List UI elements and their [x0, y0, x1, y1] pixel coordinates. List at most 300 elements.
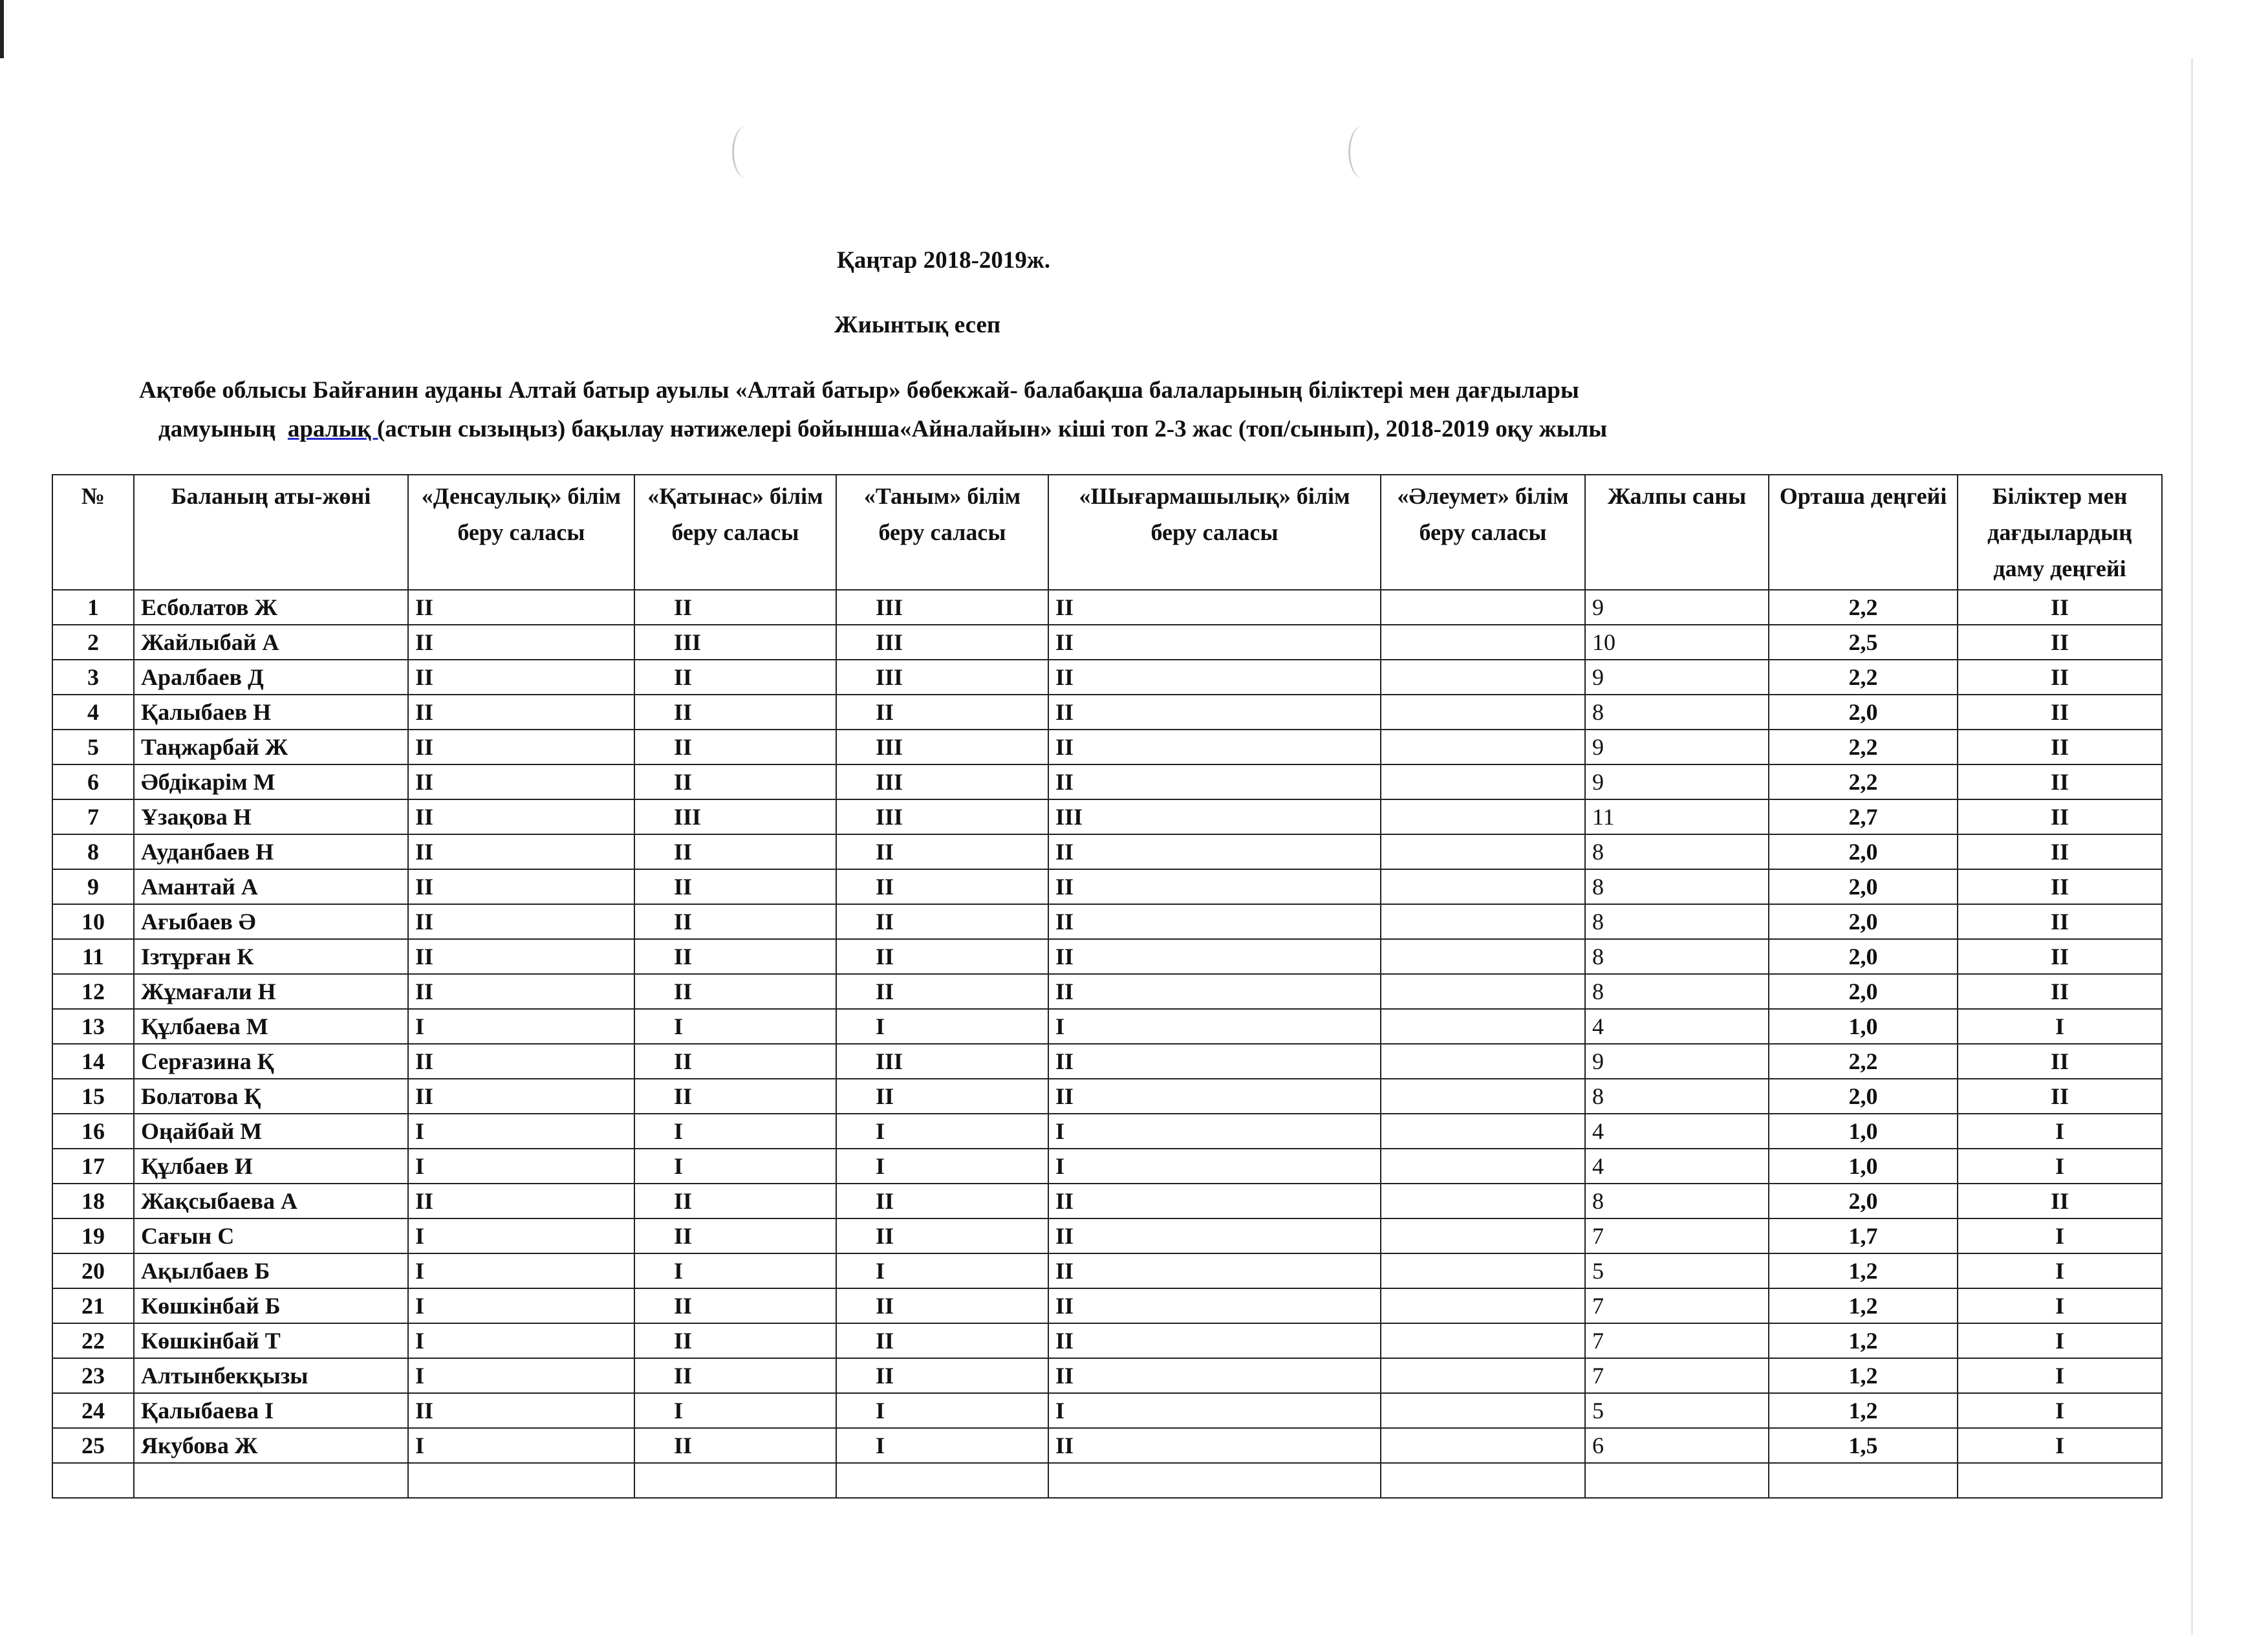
- cell-total: 7: [1585, 1323, 1769, 1358]
- cell-average: 2,0: [1769, 1184, 1958, 1218]
- table-body: [52, 590, 2162, 1498]
- cell-tanym: II: [836, 939, 1048, 974]
- cell-number: 2: [52, 625, 134, 660]
- cell-aleumet: [1381, 764, 1585, 799]
- cell-average: 1,2: [1769, 1393, 1958, 1428]
- cell-total: 5: [1585, 1253, 1769, 1288]
- cell-tanym: II: [836, 695, 1048, 730]
- col-header-average: Орташа деңгейі: [1769, 475, 1958, 590]
- cell-katynas: II: [634, 1218, 836, 1253]
- cell-total: 10: [1585, 625, 1769, 660]
- cell-name: Ұзақова Н: [134, 799, 408, 834]
- cell-katynas: I: [634, 1114, 836, 1149]
- cell-densaulyk: I: [408, 1428, 634, 1463]
- cell-name: Аралбаев Д: [134, 660, 408, 695]
- empty-cell: [1769, 1463, 1958, 1498]
- cell-name: Құлбаева М: [134, 1009, 408, 1044]
- table-header-row: [52, 475, 2162, 590]
- cell-aleumet: [1381, 1393, 1585, 1428]
- cell-tanym: II: [836, 904, 1048, 939]
- results-table: [52, 474, 2163, 1499]
- cell-shygarmashylyk: II: [1048, 904, 1381, 939]
- report-title: Жиынтық есеп: [834, 312, 1001, 338]
- cell-katynas: I: [634, 1253, 836, 1288]
- table-row: [52, 660, 2162, 695]
- cell-name: Жақсыбаева А: [134, 1184, 408, 1218]
- cell-aleumet: [1381, 1428, 1585, 1463]
- cell-aleumet: [1381, 834, 1585, 869]
- cell-tanym: II: [836, 1184, 1048, 1218]
- cell-shygarmashylyk: III: [1048, 799, 1381, 834]
- cell-total: 8: [1585, 1184, 1769, 1218]
- cell-aleumet: [1381, 939, 1585, 974]
- cell-level: II: [1958, 695, 2162, 730]
- cell-name: Таңжарбай Ж: [134, 730, 408, 764]
- cell-shygarmashylyk: II: [1048, 1079, 1381, 1114]
- cell-katynas: II: [634, 1288, 836, 1323]
- cell-shygarmashylyk: II: [1048, 1044, 1381, 1079]
- cell-number: 18: [52, 1184, 134, 1218]
- cell-number: 16: [52, 1114, 134, 1149]
- cell-level: I: [1958, 1009, 2162, 1044]
- cell-densaulyk: II: [408, 730, 634, 764]
- cell-average: 2,2: [1769, 1044, 1958, 1079]
- table-row: [52, 1009, 2162, 1044]
- cell-katynas: II: [634, 974, 836, 1009]
- cell-shygarmashylyk: II: [1048, 1428, 1381, 1463]
- cell-name: Ағыбаев Ә: [134, 904, 408, 939]
- cell-tanym: III: [836, 799, 1048, 834]
- cell-tanym: II: [836, 974, 1048, 1009]
- cell-katynas: I: [634, 1149, 836, 1184]
- cell-aleumet: [1381, 1323, 1585, 1358]
- cell-densaulyk: II: [408, 869, 634, 904]
- cell-name: Әбдікарім М: [134, 764, 408, 799]
- cell-katynas: II: [634, 590, 836, 625]
- cell-name: Якубова Ж: [134, 1428, 408, 1463]
- cell-tanym: III: [836, 590, 1048, 625]
- cell-level: II: [1958, 625, 2162, 660]
- cell-shygarmashylyk: II: [1048, 869, 1381, 904]
- empty-cell: [1958, 1463, 2162, 1498]
- cell-shygarmashylyk: II: [1048, 1253, 1381, 1288]
- cell-average: 1,2: [1769, 1288, 1958, 1323]
- cell-katynas: I: [634, 1009, 836, 1044]
- punch-hole-mark-left: [732, 126, 760, 178]
- cell-aleumet: [1381, 695, 1585, 730]
- cell-shygarmashylyk: I: [1048, 1009, 1381, 1044]
- table-row: [52, 1253, 2162, 1288]
- cell-katynas: II: [634, 939, 836, 974]
- cell-level: II: [1958, 834, 2162, 869]
- description-line-2: [158, 417, 1607, 441]
- cell-densaulyk: II: [408, 1184, 634, 1218]
- cell-densaulyk: I: [408, 1114, 634, 1149]
- cell-densaulyk: II: [408, 834, 634, 869]
- cell-total: 8: [1585, 939, 1769, 974]
- cell-name: Ізтұрған К: [134, 939, 408, 974]
- cell-level: I: [1958, 1253, 2162, 1288]
- cell-aleumet: [1381, 1114, 1585, 1149]
- cell-tanym: II: [836, 869, 1048, 904]
- cell-shygarmashylyk: II: [1048, 834, 1381, 869]
- cell-tanym: I: [836, 1253, 1048, 1288]
- cell-average: 2,2: [1769, 590, 1958, 625]
- cell-aleumet: [1381, 1149, 1585, 1184]
- cell-total: 7: [1585, 1218, 1769, 1253]
- cell-name: Ауданбаев Н: [134, 834, 408, 869]
- cell-densaulyk: II: [408, 974, 634, 1009]
- cell-shygarmashylyk: I: [1048, 1114, 1381, 1149]
- cell-name: Жұмағали Н: [134, 974, 408, 1009]
- cell-katynas: I: [634, 1393, 836, 1428]
- cell-average: 2,0: [1769, 695, 1958, 730]
- table-row: [52, 730, 2162, 764]
- cell-aleumet: [1381, 904, 1585, 939]
- table-row: [52, 1428, 2162, 1463]
- cell-aleumet: [1381, 1253, 1585, 1288]
- cell-number: 23: [52, 1358, 134, 1393]
- description-line-2-start: дамуының: [158, 416, 288, 442]
- cell-number: 17: [52, 1149, 134, 1184]
- cell-level: II: [1958, 869, 2162, 904]
- cell-aleumet: [1381, 869, 1585, 904]
- cell-aleumet: [1381, 1044, 1585, 1079]
- cell-level: I: [1958, 1323, 2162, 1358]
- col-header-aleumet: «Әлеумет» білім беру саласы: [1381, 475, 1585, 590]
- cell-total: 8: [1585, 974, 1769, 1009]
- empty-cell: [408, 1463, 634, 1498]
- cell-tanym: II: [836, 1079, 1048, 1114]
- cell-total: 4: [1585, 1114, 1769, 1149]
- cell-katynas: III: [634, 799, 836, 834]
- table-row: [52, 764, 2162, 799]
- cell-shygarmashylyk: II: [1048, 1358, 1381, 1393]
- cell-densaulyk: I: [408, 1323, 634, 1358]
- cell-average: 1,5: [1769, 1428, 1958, 1463]
- cell-level: II: [1958, 974, 2162, 1009]
- cell-total: 8: [1585, 834, 1769, 869]
- cell-densaulyk: I: [408, 1288, 634, 1323]
- empty-cell: [634, 1463, 836, 1498]
- table-row: [52, 799, 2162, 834]
- cell-total: 8: [1585, 695, 1769, 730]
- scan-edge-mark: [0, 0, 4, 58]
- cell-aleumet: [1381, 799, 1585, 834]
- cell-number: 10: [52, 904, 134, 939]
- col-header-number: №: [52, 475, 134, 590]
- cell-total: 11: [1585, 799, 1769, 834]
- table-row: [52, 1044, 2162, 1079]
- cell-katynas: II: [634, 1044, 836, 1079]
- cell-katynas: II: [634, 1079, 836, 1114]
- table-row: [52, 590, 2162, 625]
- cell-number: 1: [52, 590, 134, 625]
- cell-tanym: II: [836, 1323, 1048, 1358]
- cell-aleumet: [1381, 1184, 1585, 1218]
- empty-cell: [134, 1463, 408, 1498]
- cell-average: 2,2: [1769, 730, 1958, 764]
- cell-tanym: I: [836, 1428, 1048, 1463]
- empty-cell: [1048, 1463, 1381, 1498]
- table-row: [52, 1149, 2162, 1184]
- cell-shygarmashylyk: II: [1048, 625, 1381, 660]
- cell-level: II: [1958, 590, 2162, 625]
- cell-tanym: I: [836, 1149, 1048, 1184]
- cell-katynas: III: [634, 625, 836, 660]
- cell-shygarmashylyk: II: [1048, 939, 1381, 974]
- table-row: [52, 869, 2162, 904]
- cell-average: 1,2: [1769, 1323, 1958, 1358]
- cell-katynas: II: [634, 834, 836, 869]
- table-row: [52, 695, 2162, 730]
- cell-shygarmashylyk: I: [1048, 1149, 1381, 1184]
- cell-tanym: II: [836, 1218, 1048, 1253]
- cell-level: II: [1958, 660, 2162, 695]
- cell-name: Алтынбекқызы: [134, 1358, 408, 1393]
- col-header-total: Жалпы саны: [1585, 475, 1769, 590]
- cell-katynas: II: [634, 1323, 836, 1358]
- cell-average: 2,0: [1769, 974, 1958, 1009]
- cell-name: Көшкінбай Т: [134, 1323, 408, 1358]
- col-header-level: Біліктер мен дағдылардың даму деңгейі: [1958, 475, 2162, 590]
- cell-aleumet: [1381, 625, 1585, 660]
- punch-hole-mark-right: [1348, 126, 1376, 178]
- cell-aleumet: [1381, 1288, 1585, 1323]
- cell-densaulyk: I: [408, 1253, 634, 1288]
- cell-average: 2,7: [1769, 799, 1958, 834]
- cell-katynas: II: [634, 1428, 836, 1463]
- cell-number: 21: [52, 1288, 134, 1323]
- cell-number: 3: [52, 660, 134, 695]
- cell-name: Амантай А: [134, 869, 408, 904]
- cell-densaulyk: I: [408, 1218, 634, 1253]
- cell-total: 8: [1585, 904, 1769, 939]
- cell-tanym: I: [836, 1114, 1048, 1149]
- cell-shygarmashylyk: II: [1048, 730, 1381, 764]
- col-header-densaulyk: «Денсаулық» білім беру саласы: [408, 475, 634, 590]
- cell-shygarmashylyk: II: [1048, 695, 1381, 730]
- cell-name: Сағын С: [134, 1218, 408, 1253]
- cell-katynas: II: [634, 660, 836, 695]
- cell-aleumet: [1381, 660, 1585, 695]
- cell-average: 2,0: [1769, 939, 1958, 974]
- cell-katynas: II: [634, 764, 836, 799]
- cell-name: Оңайбай М: [134, 1114, 408, 1149]
- cell-average: 2,0: [1769, 834, 1958, 869]
- cell-shygarmashylyk: II: [1048, 974, 1381, 1009]
- cell-densaulyk: II: [408, 764, 634, 799]
- cell-tanym: I: [836, 1009, 1048, 1044]
- cell-aleumet: [1381, 730, 1585, 764]
- cell-total: 9: [1585, 764, 1769, 799]
- cell-katynas: II: [634, 1184, 836, 1218]
- cell-densaulyk: II: [408, 939, 634, 974]
- cell-shygarmashylyk: II: [1048, 1288, 1381, 1323]
- cell-total: 4: [1585, 1149, 1769, 1184]
- table-row: [52, 1358, 2162, 1393]
- table-row: [52, 904, 2162, 939]
- cell-tanym: I: [836, 1393, 1048, 1428]
- col-header-katynas: «Қатынас» білім беру саласы: [634, 475, 836, 590]
- cell-densaulyk: I: [408, 1009, 634, 1044]
- cell-katynas: II: [634, 695, 836, 730]
- cell-total: 5: [1585, 1393, 1769, 1428]
- cell-densaulyk: II: [408, 590, 634, 625]
- cell-shygarmashylyk: I: [1048, 1393, 1381, 1428]
- cell-level: II: [1958, 1184, 2162, 1218]
- cell-total: 7: [1585, 1358, 1769, 1393]
- cell-name: Серғазина Қ: [134, 1044, 408, 1079]
- cell-tanym: III: [836, 625, 1048, 660]
- cell-average: 1,2: [1769, 1253, 1958, 1288]
- table-row: [52, 1079, 2162, 1114]
- cell-level: II: [1958, 730, 2162, 764]
- cell-average: 1,0: [1769, 1149, 1958, 1184]
- table-row: [52, 1323, 2162, 1358]
- cell-number: 20: [52, 1253, 134, 1288]
- cell-tanym: III: [836, 730, 1048, 764]
- cell-name: Көшкінбай Б: [134, 1288, 408, 1323]
- cell-number: 14: [52, 1044, 134, 1079]
- cell-level: I: [1958, 1218, 2162, 1253]
- table-row-empty: [52, 1463, 2162, 1498]
- cell-densaulyk: II: [408, 904, 634, 939]
- cell-number: 9: [52, 869, 134, 904]
- table-row: [52, 1288, 2162, 1323]
- cell-number: 25: [52, 1428, 134, 1463]
- cell-number: 15: [52, 1079, 134, 1114]
- cell-level: II: [1958, 799, 2162, 834]
- cell-tanym: II: [836, 1288, 1048, 1323]
- table-row: [52, 834, 2162, 869]
- cell-number: 11: [52, 939, 134, 974]
- cell-shygarmashylyk: II: [1048, 590, 1381, 625]
- cell-average: 2,2: [1769, 660, 1958, 695]
- cell-name: Ақылбаев Б: [134, 1253, 408, 1288]
- cell-level: II: [1958, 904, 2162, 939]
- cell-level: I: [1958, 1149, 2162, 1184]
- cell-densaulyk: II: [408, 1079, 634, 1114]
- cell-number: 13: [52, 1009, 134, 1044]
- cell-total: 8: [1585, 869, 1769, 904]
- cell-average: 2,0: [1769, 869, 1958, 904]
- cell-aleumet: [1381, 1079, 1585, 1114]
- cell-level: II: [1958, 764, 2162, 799]
- date-line: Қаңтар 2018-2019ж.: [837, 247, 1051, 274]
- cell-level: II: [1958, 1079, 2162, 1114]
- empty-cell: [52, 1463, 134, 1498]
- underlined-word: аралық (: [287, 416, 385, 442]
- cell-level: I: [1958, 1393, 2162, 1428]
- cell-densaulyk: I: [408, 1358, 634, 1393]
- cell-densaulyk: II: [408, 660, 634, 695]
- scan-page-edge: [2191, 58, 2193, 1635]
- cell-level: II: [1958, 939, 2162, 974]
- empty-cell: [1585, 1463, 1769, 1498]
- cell-average: 1,2: [1769, 1358, 1958, 1393]
- col-header-name: Баланың аты-жөні: [134, 475, 408, 590]
- table-row: [52, 1218, 2162, 1253]
- cell-aleumet: [1381, 1358, 1585, 1393]
- col-header-shygarmashylyk: «Шығармашылық» білім беру саласы: [1048, 475, 1381, 590]
- cell-name: Қалыбаева І: [134, 1393, 408, 1428]
- cell-densaulyk: II: [408, 695, 634, 730]
- cell-shygarmashylyk: II: [1048, 660, 1381, 695]
- cell-number: 8: [52, 834, 134, 869]
- description-line-1: Ақтөбе облысы Байғанин ауданы Алтай батыр ауылы «Алтай батыр» бөбекжай- балабақша балаларының біліктері мен дағдылары: [139, 377, 1579, 404]
- cell-name: Болатова Қ: [134, 1079, 408, 1114]
- cell-level: I: [1958, 1358, 2162, 1393]
- cell-densaulyk: II: [408, 1393, 634, 1428]
- cell-densaulyk: II: [408, 799, 634, 834]
- table-row: [52, 1393, 2162, 1428]
- cell-average: 2,5: [1769, 625, 1958, 660]
- cell-average: 1,7: [1769, 1218, 1958, 1253]
- cell-katynas: II: [634, 869, 836, 904]
- cell-katynas: II: [634, 1358, 836, 1393]
- cell-number: 24: [52, 1393, 134, 1428]
- cell-number: 12: [52, 974, 134, 1009]
- col-header-tanym: «Таным» білім беру саласы: [836, 475, 1048, 590]
- cell-tanym: III: [836, 660, 1048, 695]
- cell-average: 2,2: [1769, 764, 1958, 799]
- cell-tanym: II: [836, 834, 1048, 869]
- cell-level: I: [1958, 1428, 2162, 1463]
- cell-number: 22: [52, 1323, 134, 1358]
- cell-level: I: [1958, 1114, 2162, 1149]
- table-row: [52, 1114, 2162, 1149]
- table-row: [52, 625, 2162, 660]
- cell-total: 7: [1585, 1288, 1769, 1323]
- cell-total: 9: [1585, 590, 1769, 625]
- cell-total: 6: [1585, 1428, 1769, 1463]
- empty-cell: [836, 1463, 1048, 1498]
- cell-katynas: II: [634, 730, 836, 764]
- cell-tanym: III: [836, 1044, 1048, 1079]
- cell-shygarmashylyk: II: [1048, 1323, 1381, 1358]
- cell-number: 4: [52, 695, 134, 730]
- cell-tanym: III: [836, 764, 1048, 799]
- description-line-2-end: астын сызыңыз) бақылау нәтижелері бойынша«Айналайын» кіші топ 2-3 жас (топ/сынып), 2018-2019 оқу жылы: [385, 416, 1608, 442]
- cell-shygarmashylyk: II: [1048, 764, 1381, 799]
- cell-average: 2,0: [1769, 1079, 1958, 1114]
- cell-number: 7: [52, 799, 134, 834]
- empty-cell: [1381, 1463, 1585, 1498]
- cell-katynas: II: [634, 904, 836, 939]
- cell-name: Қалыбаев Н: [134, 695, 408, 730]
- cell-total: 4: [1585, 1009, 1769, 1044]
- cell-tanym: II: [836, 1358, 1048, 1393]
- table-row: [52, 974, 2162, 1009]
- cell-aleumet: [1381, 590, 1585, 625]
- cell-aleumet: [1381, 974, 1585, 1009]
- cell-level: I: [1958, 1288, 2162, 1323]
- cell-shygarmashylyk: II: [1048, 1218, 1381, 1253]
- cell-total: 9: [1585, 730, 1769, 764]
- cell-number: 19: [52, 1218, 134, 1253]
- cell-densaulyk: II: [408, 625, 634, 660]
- table-row: [52, 939, 2162, 974]
- cell-total: 9: [1585, 1044, 1769, 1079]
- cell-number: 6: [52, 764, 134, 799]
- table-row: [52, 1184, 2162, 1218]
- cell-shygarmashylyk: II: [1048, 1184, 1381, 1218]
- cell-average: 2,0: [1769, 904, 1958, 939]
- cell-name: Жайлыбай А: [134, 625, 408, 660]
- cell-densaulyk: I: [408, 1149, 634, 1184]
- cell-name: Есболатов Ж: [134, 590, 408, 625]
